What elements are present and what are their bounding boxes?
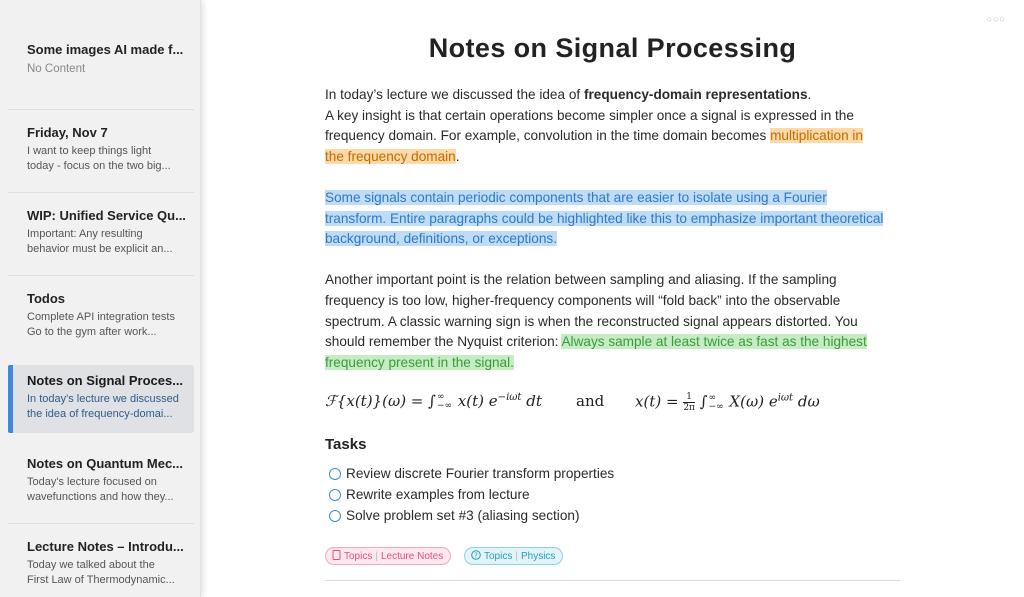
note-preview: I want to keep things light today - focus on the two big...	[27, 145, 171, 172]
note-editor[interactable]	[201, 0, 1024, 597]
note-title: Friday, Nov 7	[27, 125, 108, 140]
note-list-item[interactable]	[8, 291, 194, 359]
note-title: Some images AI made f...	[27, 42, 184, 57]
notes-sidebar	[0, 0, 201, 597]
tasks-heading: Tasks	[325, 436, 367, 453]
note-body[interactable]	[325, 85, 885, 373]
task-item[interactable]	[329, 507, 579, 525]
note-list-item[interactable]	[8, 208, 194, 276]
note-preview: Today's lecture focused on wavefunctions and how they...	[27, 476, 174, 503]
note-preview: In today's lecture we discussed the idea of frequency-domai...	[27, 393, 179, 420]
blue-highlight: Some signals contain periodic components that are easier to isolate using a Fourier transform. Entire paragraphs could be highlighted like this to emphasize important theoretical background, definitions, or exceptions.	[325, 189, 884, 247]
note-preview: Important: Any resulting behavior must be explicit an...	[27, 228, 173, 255]
note-title: WIP: Unified Service Qu...	[27, 208, 186, 223]
active-indicator	[8, 365, 13, 433]
task-circle-icon[interactable]	[329, 510, 341, 522]
note-list-item[interactable]	[8, 42, 194, 110]
paragraph: In today’s lecture we discussed the idea of frequency-domain representations.	[325, 87, 812, 102]
task-item[interactable]	[329, 465, 614, 483]
note-preview: Today we talked about the First Law of Thermodynamic...	[27, 559, 175, 586]
note-list-item[interactable]	[8, 456, 194, 524]
green-highlight: Always sample at least twice as fast as the highest frequency present in the signal.	[325, 334, 867, 370]
fourier-transform-formula: ℱ{x(t)}(ω) = ∫ ∞ −∞ x(t) $e^{-i\omega t}$ dt	[325, 392, 542, 411]
note-list-item[interactable]	[8, 539, 194, 597]
note-preview: No Content	[27, 63, 86, 75]
question-circle-icon	[471, 549, 481, 567]
bold-text: frequency-domain representations	[583, 87, 808, 102]
paragraph: Another important point is the relation between sampling and aliasing. If the sampling frequency is too low, higher-frequency components will “fold back” into the observable spectrum. A classic warning sign is when the reconstructed signal appears distorted. You should remember the Nyquist criterion: Always sample at least twice as fast as the highest frequency present in the signal.	[325, 272, 867, 370]
svg-text:?: ?	[474, 551, 478, 560]
notebook-icon	[332, 549, 341, 567]
orange-highlight: multiplication in the frequency domain	[325, 128, 863, 164]
task-circle-icon[interactable]	[329, 489, 341, 501]
tag-physics[interactable]: ? Topics | Physics	[464, 547, 563, 565]
math-formula	[325, 388, 885, 418]
task-label: Rewrite examples from lecture	[346, 487, 530, 502]
note-title: Notes on Signal Proces...	[27, 373, 184, 388]
note-title: Lecture Notes – Introdu...	[27, 539, 184, 554]
more-dots-icon[interactable]: ○○○	[986, 14, 1006, 24]
divider	[325, 580, 900, 581]
task-circle-icon[interactable]	[329, 468, 341, 480]
task-item[interactable]	[329, 486, 530, 504]
note-title: Todos	[27, 291, 66, 306]
math-connector: and	[576, 392, 605, 410]
note-list-item-active[interactable]	[8, 365, 194, 433]
task-label: Review discrete Fourier transform properties	[346, 466, 615, 481]
note-preview: Complete API integration tests Go to the gym after work...	[27, 311, 175, 338]
note-list-item[interactable]	[8, 125, 194, 193]
paragraph: A key insight is that certain operations become simpler once a signal is expressed in the frequency domain. For example, convolution in the time domain becomes multiplication in the frequency domain.	[325, 107, 863, 164]
inverse-fourier-formula: x(t) = $\frac{1}{2\pi}$ ∫ ∞ −∞ X(ω) $e^{i\omega t}$ dω	[635, 392, 820, 413]
page-title: Notes on Signal Processing	[428, 33, 797, 63]
tag-lecture-notes[interactable]: Topics | Lecture Notes	[325, 547, 451, 565]
note-title: Notes on Quantum Mec...	[27, 456, 184, 471]
paragraph	[325, 188, 885, 250]
task-label: Solve problem set #3 (aliasing section)	[346, 508, 580, 523]
